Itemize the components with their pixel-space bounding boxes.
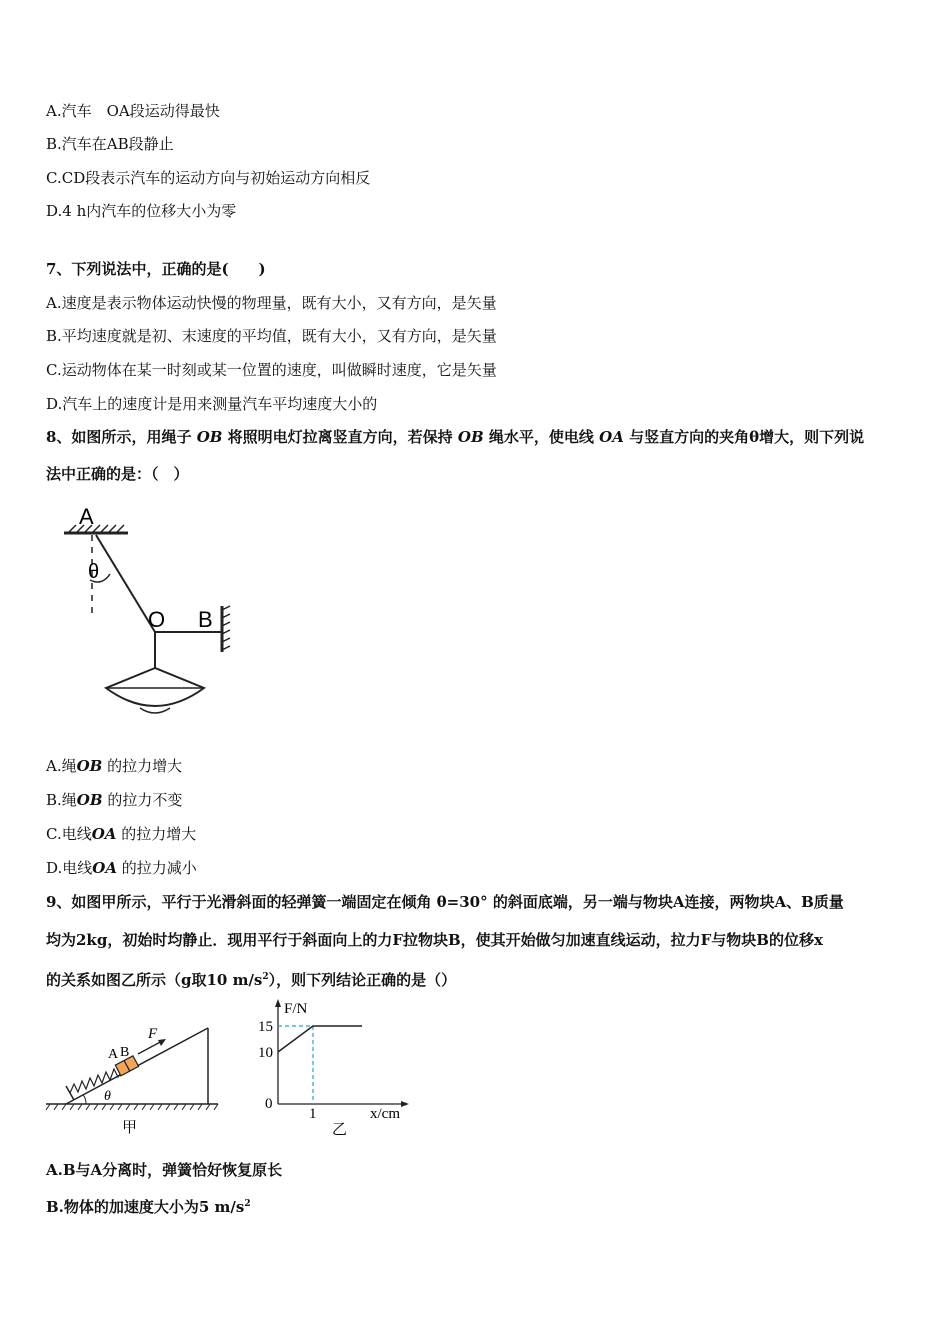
q9-option-a: A.B与A分离时，弹簧恰好恢复原长 [46, 1161, 283, 1179]
q9-stem-line1: 9、如图甲所示，平行于光滑斜面的轻弹簧一端固定在倾角 θ=30° 的斜面底端，另一端与物块A连接，两物块A、B质量 [46, 893, 844, 911]
q8-stem-part1: 8、如图所示，用绳子 [46, 428, 192, 446]
q8-option-d: D.电线OA 的拉力减小 [46, 859, 197, 877]
label-f: F [148, 1026, 158, 1042]
q9-incline-figure [44, 1020, 224, 1140]
label-a: A [79, 504, 94, 529]
q8-var-ob: OB [196, 428, 223, 446]
q8-stem-line2: 法中正确的是：（ ） [46, 465, 189, 483]
y-tick-label: 0 [265, 1096, 273, 1112]
spring [70, 1069, 120, 1093]
x-tick-label: 1 [309, 1106, 317, 1122]
lamp-bulb [140, 708, 170, 713]
q8-stem-part2: 将照明电灯拉离竖直方向，若保持 [227, 428, 453, 446]
q8-var-ob: OB [457, 428, 484, 446]
q6-option-d: D.4 h内汽车的位移大小为零 [46, 202, 237, 220]
label-b: B [198, 607, 213, 632]
lamp-shade [106, 668, 204, 706]
q8-stem-line1 [46, 427, 864, 447]
q7-stem: 7、下列说法中，正确的是( ) [46, 260, 266, 278]
q7-option-a: A.速度是表示物体运动快慢的物理量，既有大小，又有方向，是矢量 [46, 294, 497, 312]
q8-option-a: A.绳OB 的拉力增大 [46, 757, 183, 775]
q8-var-oa: OA [599, 428, 624, 446]
q8-lamp-figure [56, 502, 246, 728]
x-axis-label: x/cm [370, 1106, 400, 1122]
y-tick-label: 15 [258, 1019, 273, 1035]
q6-option-c: C.CD段表示汽车的运动方向与初始运动方向相反 [46, 169, 371, 187]
label-b: B [120, 1045, 130, 1060]
q8-option-c: C.电线OA 的拉力增大 [46, 825, 197, 843]
q9-stem-line3: 的关系如图乙所示（g取10 $m/s^2$），则下列结论正确的是（） [46, 971, 457, 989]
caption-yi: 乙 [332, 1122, 348, 1138]
q7-option-c: C.运动物体在某一时刻或某一位置的速度，叫做瞬时速度，它是矢量 [46, 361, 497, 379]
ground-hatch [46, 1104, 218, 1110]
y-tick-label: 10 [258, 1045, 273, 1061]
wire-oa [96, 535, 155, 632]
q7-option-b: B.平均速度就是初、末速度的平均值，既有大小，又有方向，是矢量 [46, 327, 497, 345]
y-axis-label: F/N [284, 1001, 308, 1017]
q6-option-a: A.汽车 OA段运动得最快 [46, 102, 220, 120]
theta-arc [83, 1095, 86, 1104]
force-line [278, 1026, 362, 1052]
q9-option-b: B.物体的加速度大小为5 $m/s^2$ [46, 1198, 251, 1216]
label-theta: θ [88, 561, 100, 583]
q7-option-d: D.汽车上的速度计是用来测量汽车平均速度大小的 [46, 395, 378, 413]
caption-jia: 甲 [122, 1120, 138, 1136]
q8-stem-part4: 与竖直方向的夹角θ增大，则下列说 [629, 428, 865, 446]
x-axis-arrow [401, 1101, 409, 1107]
label-o: O [148, 607, 166, 632]
q8-option-b: B.绳OB 的拉力不变 [46, 791, 183, 809]
q9-force-graph [248, 996, 418, 1142]
label-theta: θ [104, 1089, 111, 1104]
y-axis-arrow [275, 999, 281, 1007]
q9-stem-line2: 均为2kg，初始时均静止．现用平行于斜面向上的力F拉物块B，使其开始做匀加速直线运动，拉力F与物块B的位移x [46, 931, 823, 949]
label-a: A [108, 1047, 119, 1062]
q8-stem-part3: 绳水平，使电线 [488, 428, 594, 446]
q6-option-b: B.汽车在AB段静止 [46, 135, 174, 153]
